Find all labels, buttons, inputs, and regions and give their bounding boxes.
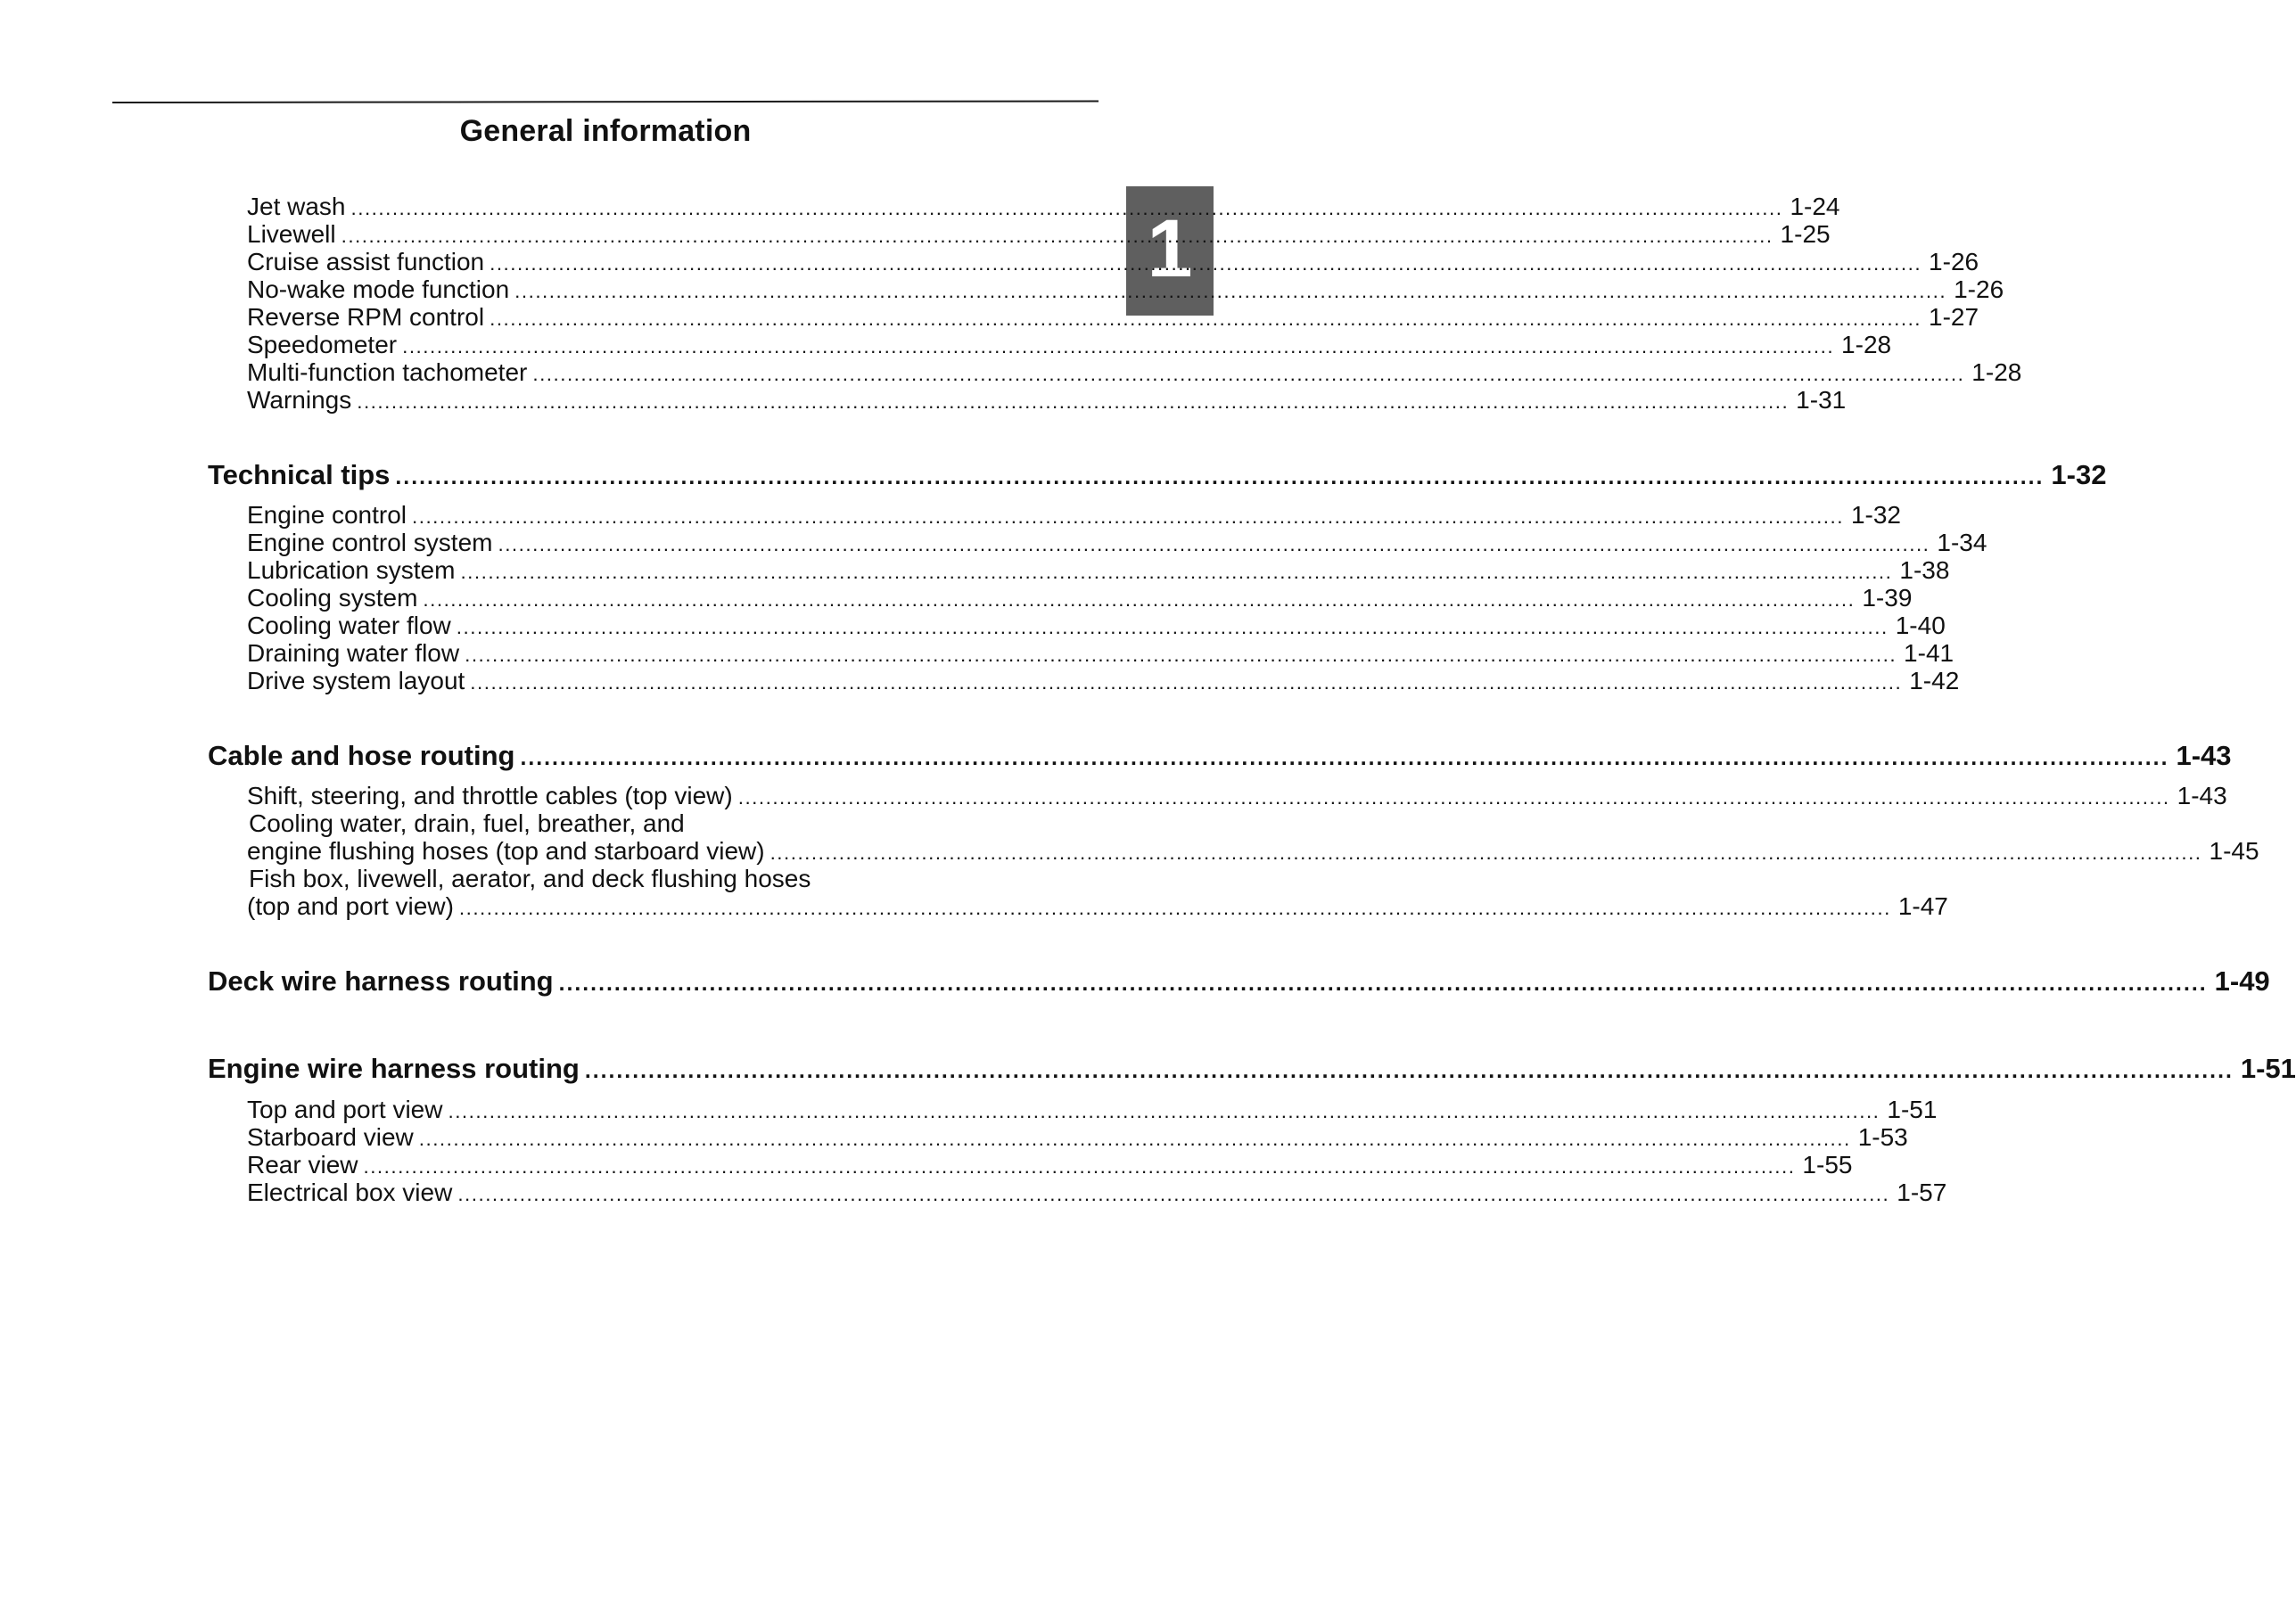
toc-entry-engine-control-system[interactable] <box>247 529 1987 556</box>
dot-leader: ................................................................................................................................................................................................................ <box>460 561 1893 583</box>
dot-leader: ................................................................................................................................................................................................................ <box>490 308 1922 330</box>
toc-entry-livewell[interactable] <box>247 220 1831 248</box>
dot-leader: ................................................................................................................................................................................................................ <box>456 616 1889 638</box>
toc-entry-page: 1-41 <box>1904 639 1954 667</box>
toc-entry-jet-wash[interactable] <box>247 193 1840 220</box>
dot-leader: ................................................................................................................................................................................................................ <box>737 786 2170 809</box>
toc-entry-page: 1-32 <box>1850 501 1901 529</box>
chapter-tab: 1 <box>1126 186 1214 316</box>
toc-section-cable-hose-routing[interactable] <box>208 740 2232 772</box>
toc-entry-cruise-assist[interactable] <box>247 248 1979 275</box>
toc-entry-page: 1-38 <box>1899 556 1950 584</box>
toc-section-technical-tips[interactable] <box>208 459 2107 491</box>
toc-entry-label: Jet wash <box>247 193 346 220</box>
toc-entry-fishbox-line1: Fish box, livewell, aerator, and deck flushing hoses <box>249 865 811 892</box>
dot-leader: ................................................................................................................................................................................................................ <box>448 1100 1880 1122</box>
toc-entry-lubrication[interactable] <box>247 556 1950 584</box>
toc-entry-page: 1-47 <box>1897 892 1948 920</box>
toc-entry-label: Starboard view <box>247 1123 414 1151</box>
dot-leader: ................................................................................................................................................................................................................ <box>457 1183 1890 1205</box>
dot-leader: ................................................................................................................................................................................................................ <box>418 1128 1851 1150</box>
toc-section-title: Engine wire harness routing <box>208 1053 580 1084</box>
toc-entry-page: 1-51 <box>1887 1096 1938 1123</box>
toc-entry-speedometer[interactable] <box>247 331 1892 358</box>
toc-entry-label: Drive system layout <box>247 667 465 694</box>
toc-entry-page: 1-25 <box>1780 220 1831 248</box>
dot-leader: ................................................................................................................................................................................................................ <box>412 505 1844 528</box>
toc-entry-label: engine flushing hoses (top and starboard view) <box>247 837 765 865</box>
toc-entry-label: Electrical box view <box>247 1179 453 1206</box>
dot-leader: ................................................................................................................................................................................................................ <box>584 1059 2234 1083</box>
toc-entry-starboard-view[interactable] <box>247 1123 1908 1151</box>
toc-entry-label: Livewell <box>247 220 336 248</box>
toc-section-title: Cable and hose routing <box>208 740 515 771</box>
toc-entry-draining-water-flow[interactable] <box>247 639 1954 667</box>
toc-entry-page: 1-28 <box>1971 358 2022 386</box>
toc-entry-page: 1-31 <box>1796 386 1847 414</box>
toc-entry-label: Reverse RPM control <box>247 303 485 331</box>
toc-entry-page: 1-42 <box>1909 667 1960 694</box>
toc-entry-engine-control[interactable] <box>247 501 1901 529</box>
toc-section-page: 1-49 <box>2214 965 2270 997</box>
toc-entry-page: 1-24 <box>1790 193 1840 220</box>
dot-leader: ................................................................................................................................................................................................................ <box>402 335 1835 357</box>
dot-leader: ................................................................................................................................................................................................................ <box>498 533 1930 555</box>
toc-entry-label: Warnings <box>247 386 352 414</box>
toc-entry-label: Shift, steering, and throttle cables (top view) <box>247 782 733 809</box>
toc-entry-page: 1-39 <box>1862 584 1913 612</box>
toc-entry-page: 1-34 <box>1937 529 1987 556</box>
toc-entry-top-port-view[interactable] <box>247 1096 1938 1123</box>
toc-entry-warnings[interactable] <box>247 386 1847 414</box>
toc-entry-label: Lubrication system <box>247 556 456 584</box>
toc-entry-label: Multi-function tachometer <box>247 358 528 386</box>
toc-entry-page: 1-28 <box>1841 331 1892 358</box>
toc-entry-hoses-line1: Cooling water, drain, fuel, breather, and <box>249 809 685 837</box>
dot-leader: ................................................................................................................................................................................................................ <box>458 897 1891 919</box>
dot-leader: ................................................................................................................................................................................................................ <box>357 390 1790 413</box>
dot-leader: ................................................................................................................................................................................................................ <box>470 671 1903 694</box>
toc-entry-page: 1-45 <box>2209 837 2259 865</box>
toc-entry-page: 1-26 <box>1929 248 1979 275</box>
dot-leader: ................................................................................................................................................................................................................ <box>532 363 1965 385</box>
dot-leader: ................................................................................................................................................................................................................ <box>514 280 1947 302</box>
toc-section-title: Technical tips <box>208 459 391 490</box>
toc-section-deck-harness[interactable] <box>208 965 2270 998</box>
toc-entry-page: 1-27 <box>1929 303 1979 331</box>
dot-leader: ................................................................................................................................................................................................................ <box>520 746 2169 770</box>
toc-entry-electrical-box-view[interactable] <box>247 1179 1947 1206</box>
dot-leader: ................................................................................................................................................................................................................ <box>363 1155 1796 1178</box>
toc-entry-label: Cooling system <box>247 584 418 612</box>
toc-entry-tachometer[interactable] <box>247 358 2022 386</box>
toc-entry-label: Top and port view <box>247 1096 443 1123</box>
toc-entry-label: Cooling water flow <box>247 612 451 639</box>
dot-leader: ................................................................................................................................................................................................................ <box>465 644 1897 666</box>
toc-entry-cooling-water-flow[interactable] <box>247 612 1946 639</box>
toc-entry-rear-view[interactable] <box>247 1151 1853 1179</box>
toc-section-page: 1-43 <box>2176 740 2232 771</box>
toc-entry-page: 1-40 <box>1895 612 1946 639</box>
toc-section-engine-harness[interactable] <box>208 1053 2296 1085</box>
toc-entry-reverse-rpm[interactable] <box>247 303 1979 331</box>
toc-entry-label: Engine control system <box>247 529 493 556</box>
toc-entry-page: 1-43 <box>2177 782 2227 809</box>
dot-leader: ................................................................................................................................................................................................................ <box>558 972 2208 996</box>
toc-entry-drive-system-layout[interactable] <box>247 667 1960 694</box>
dot-leader: ................................................................................................................................................................................................................ <box>350 197 1783 219</box>
toc-entry-label: (top and port view) <box>247 892 454 920</box>
toc-section-title: Deck wire harness routing <box>208 965 554 997</box>
toc-entry-page: 1-53 <box>1857 1123 1908 1151</box>
toc-section-page: 1-51 <box>2240 1053 2296 1084</box>
toc-entry-hoses-starboard-view[interactable] <box>247 837 2259 865</box>
toc-entry-label: Cruise assist function <box>247 248 485 275</box>
toc-entry-page: 1-57 <box>1897 1179 1947 1206</box>
toc-section-page: 1-32 <box>2051 459 2107 490</box>
toc-entry-label: Draining water flow <box>247 639 460 667</box>
dot-leader: ................................................................................................................................................................................................................ <box>769 842 2202 864</box>
toc-entry-label: No-wake mode function <box>247 275 510 303</box>
toc-entry-cables-top-view[interactable] <box>247 782 2227 809</box>
toc-entry-label: Rear view <box>247 1151 358 1179</box>
toc-entry-fishbox-port-view[interactable] <box>247 892 1948 920</box>
dot-leader: ................................................................................................................................................................................................................ <box>423 588 1856 611</box>
toc-entry-label: Speedometer <box>247 331 398 358</box>
dot-leader: ................................................................................................................................................................................................................ <box>395 465 2045 489</box>
toc-entry-page: 1-26 <box>1954 275 2004 303</box>
toc-entry-cooling-system[interactable] <box>247 584 1913 612</box>
toc-entry-label: Engine control <box>247 501 407 529</box>
page-title: General information <box>459 114 752 148</box>
dot-leader: ................................................................................................................................................................................................................ <box>490 252 1922 275</box>
toc-entry-page: 1-55 <box>1802 1151 1853 1179</box>
toc-entry-no-wake[interactable] <box>247 275 2004 303</box>
dot-leader: ................................................................................................................................................................................................................ <box>341 225 1773 247</box>
